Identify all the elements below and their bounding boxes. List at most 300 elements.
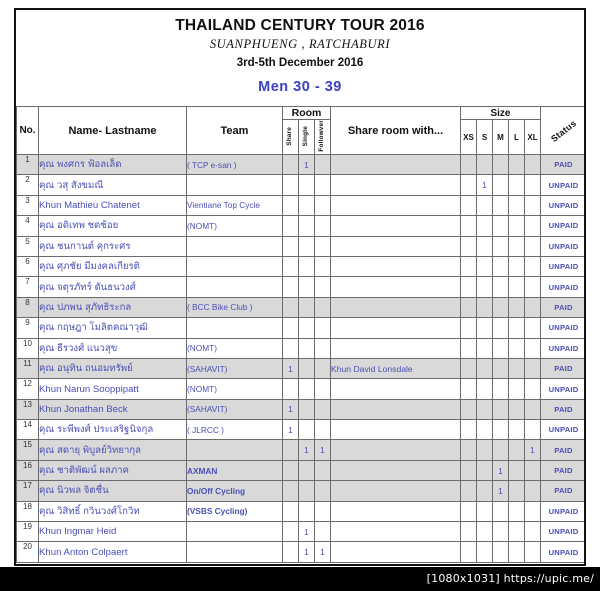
entrant-name: Khun Anton Colpaert (39, 542, 187, 562)
size-m-mark: 1 (493, 481, 509, 501)
entrant-team (187, 236, 283, 256)
col-header-size-s: S (477, 120, 493, 155)
entrant-team (187, 440, 283, 460)
room-single-mark (299, 399, 315, 419)
size-xs-mark (461, 399, 477, 419)
size-l-mark (509, 297, 525, 317)
size-m-mark (493, 155, 509, 175)
row-number: 7 (17, 277, 39, 297)
share-room-with (331, 481, 461, 501)
entrant-name: คุณ นิวพล จิตชื่น (39, 481, 187, 501)
share-room-with (331, 297, 461, 317)
room-followver-mark (315, 379, 331, 399)
size-l-mark (509, 256, 525, 276)
size-l-mark (509, 277, 525, 297)
size-l-mark (509, 440, 525, 460)
size-l-mark (509, 155, 525, 175)
size-m-mark (493, 542, 509, 562)
room-followver-mark (315, 175, 331, 195)
entrant-name: คุณ ชนกานต์ คุกระศร (39, 236, 187, 256)
size-xl-mark (525, 501, 541, 521)
size-xs-mark (461, 440, 477, 460)
room-single-mark (299, 195, 315, 215)
size-xs-mark (461, 256, 477, 276)
size-l-mark (509, 175, 525, 195)
size-xl-mark (525, 481, 541, 501)
size-xl-mark (525, 216, 541, 236)
size-xs-mark (461, 481, 477, 501)
size-l-mark (509, 460, 525, 480)
size-xs-mark (461, 379, 477, 399)
room-single-mark: 1 (299, 522, 315, 542)
watermark-bar (0, 567, 600, 591)
size-s-mark (477, 420, 493, 440)
table-body (17, 155, 587, 563)
size-xs-mark (461, 338, 477, 358)
room-share-mark (283, 236, 299, 256)
size-xl-mark (525, 195, 541, 215)
size-l-mark (509, 522, 525, 542)
room-share-mark (283, 195, 299, 215)
size-m-mark (493, 297, 509, 317)
col-header-room-share: Share (283, 120, 299, 155)
status-badge: UNPAID (541, 195, 587, 215)
result-sheet (14, 8, 586, 566)
room-followver-mark (315, 297, 331, 317)
room-single-mark: 1 (299, 542, 315, 562)
size-s-mark (477, 399, 493, 419)
room-followver-mark (315, 338, 331, 358)
room-followver-mark (315, 522, 331, 542)
room-share-mark: 1 (283, 420, 299, 440)
room-share-mark (283, 379, 299, 399)
entrant-name: คุณ สดายุ พิบูลย์วิทยากุล (39, 440, 187, 460)
share-room-with (331, 195, 461, 215)
size-s-mark (477, 460, 493, 480)
room-single-mark (299, 481, 315, 501)
entrant-team: (NOMT) (187, 338, 283, 358)
size-m-mark (493, 440, 509, 460)
size-xl-mark (525, 155, 541, 175)
share-room-with (331, 155, 461, 175)
size-xs-mark (461, 358, 477, 378)
entrant-team (187, 318, 283, 338)
col-header-size-m: M (493, 120, 509, 155)
share-room-with (331, 420, 461, 440)
share-room-with (331, 175, 461, 195)
size-xs-mark (461, 460, 477, 480)
size-l-mark (509, 318, 525, 338)
size-s-mark (477, 542, 493, 562)
size-xs-mark (461, 277, 477, 297)
row-number: 1 (17, 155, 39, 175)
status-badge: UNPAID (541, 175, 587, 195)
size-m-mark (493, 399, 509, 419)
size-s-mark: 1 (477, 175, 493, 195)
status-badge: UNPAID (541, 501, 587, 521)
size-xl-mark (525, 420, 541, 440)
size-xl-mark (525, 338, 541, 358)
size-m-mark (493, 318, 509, 338)
share-room-with (331, 399, 461, 419)
room-share-mark (283, 481, 299, 501)
col-header-size-xl: XL (525, 120, 541, 155)
size-l-mark (509, 195, 525, 215)
size-xl-mark (525, 277, 541, 297)
size-xl-mark (525, 358, 541, 378)
share-room-with: Khun David Lonsdale (331, 358, 461, 378)
size-xl-mark (525, 318, 541, 338)
table-row[interactable] (17, 256, 587, 276)
size-xs-mark (461, 216, 477, 236)
room-followver-mark (315, 216, 331, 236)
size-m-mark (493, 216, 509, 236)
size-l-mark (509, 379, 525, 399)
room-followver-mark (315, 256, 331, 276)
size-l-mark (509, 358, 525, 378)
table-row[interactable] (17, 522, 587, 542)
title-block (16, 10, 584, 95)
size-s-mark (477, 481, 493, 501)
size-s-mark (477, 501, 493, 521)
status-badge: PAID (541, 297, 587, 317)
row-number: 18 (17, 501, 39, 521)
watermark-text: [1080x1031] https://upic.me/ (426, 572, 594, 585)
size-xs-mark (461, 501, 477, 521)
status-badge: UNPAID (541, 318, 587, 338)
size-m-mark (493, 420, 509, 440)
share-room-with (331, 338, 461, 358)
entrant-team: (SAHAVIT) (187, 358, 283, 378)
size-m-mark (493, 379, 509, 399)
share-room-with (331, 522, 461, 542)
room-followver-mark (315, 481, 331, 501)
size-xs-mark (461, 522, 477, 542)
size-s-mark (477, 277, 493, 297)
row-number: 20 (17, 542, 39, 562)
room-followver-mark: 1 (315, 542, 331, 562)
room-share-mark (283, 297, 299, 317)
size-l-mark (509, 501, 525, 521)
status-badge: UNPAID (541, 277, 587, 297)
row-number: 6 (17, 256, 39, 276)
room-share-mark (283, 155, 299, 175)
room-share-mark (283, 216, 299, 236)
size-xs-mark (461, 175, 477, 195)
size-xs-mark (461, 297, 477, 317)
size-m-mark (493, 277, 509, 297)
size-s-mark (477, 216, 493, 236)
room-single-mark: 1 (299, 155, 315, 175)
row-number: 12 (17, 379, 39, 399)
table-row[interactable] (17, 155, 587, 175)
entrant-team (187, 256, 283, 276)
row-number: 16 (17, 460, 39, 480)
entrant-name: คุณ ชาติพัฒน์ ผลภาค (39, 460, 187, 480)
col-header-name: Name- Lastname (39, 107, 187, 155)
entrant-table (16, 106, 586, 562)
entrant-team: On/Off Cycling (187, 481, 283, 501)
room-followver-mark (315, 155, 331, 175)
room-followver-mark (315, 277, 331, 297)
table-row[interactable] (17, 440, 587, 460)
table-row[interactable] (17, 175, 587, 195)
row-number: 14 (17, 420, 39, 440)
table-row[interactable] (17, 277, 587, 297)
entrant-team (187, 175, 283, 195)
size-xl-mark: 1 (525, 440, 541, 460)
size-s-mark (477, 195, 493, 215)
table-row[interactable] (17, 481, 587, 501)
size-xs-mark (461, 195, 477, 215)
size-s-mark (477, 297, 493, 317)
row-number: 9 (17, 318, 39, 338)
status-badge: UNPAID (541, 256, 587, 276)
size-l-mark (509, 420, 525, 440)
table-row[interactable] (17, 358, 587, 378)
table-row[interactable] (17, 236, 587, 256)
room-single-mark (299, 358, 315, 378)
size-xl-mark (525, 256, 541, 276)
room-followver-mark (315, 195, 331, 215)
size-xs-mark (461, 236, 477, 256)
room-single-mark (299, 379, 315, 399)
entrant-name: คุณ พงศกร ฟ้อลเล็ด (39, 155, 187, 175)
size-xs-mark (461, 155, 477, 175)
entrant-name: คุณ วิสิทธิ์ กวินวงศ์โกวิท (39, 501, 187, 521)
share-room-with (331, 379, 461, 399)
room-single-mark (299, 338, 315, 358)
room-share-mark (283, 338, 299, 358)
row-number: 17 (17, 481, 39, 501)
col-header-room-single: Single (299, 120, 315, 155)
size-s-mark (477, 256, 493, 276)
size-s-mark (477, 358, 493, 378)
row-number: 5 (17, 236, 39, 256)
row-number: 3 (17, 195, 39, 215)
size-s-mark (477, 318, 493, 338)
size-xl-mark (525, 522, 541, 542)
status-badge: PAID (541, 440, 587, 460)
size-xl-mark (525, 460, 541, 480)
row-number: 11 (17, 358, 39, 378)
entrant-team: Vientiane Top Cycle (187, 195, 283, 215)
size-s-mark (477, 440, 493, 460)
row-number: 13 (17, 399, 39, 419)
col-header-status (541, 107, 587, 155)
size-xl-mark (525, 379, 541, 399)
share-room-with (331, 216, 461, 236)
room-single-mark (299, 175, 315, 195)
entrant-name: Khun Jonathan Beck (39, 399, 187, 419)
entrant-name: คุณ ระพีพงศ์ ประเสริฐนิจกุล (39, 420, 187, 440)
room-single-mark (299, 318, 315, 338)
table-row[interactable] (17, 501, 587, 521)
size-s-mark (477, 236, 493, 256)
size-xs-mark (461, 420, 477, 440)
room-single-mark (299, 420, 315, 440)
col-header-share-room-with: Share room with... (331, 107, 461, 155)
room-followver-mark (315, 236, 331, 256)
size-m-mark (493, 256, 509, 276)
room-share-mark: 1 (283, 358, 299, 378)
table-row[interactable] (17, 420, 587, 440)
size-xl-mark (525, 297, 541, 317)
entrant-name: คุณ อดิเทพ ชดช้อย (39, 216, 187, 236)
size-l-mark (509, 542, 525, 562)
row-number: 4 (17, 216, 39, 236)
size-xl-mark (525, 175, 541, 195)
room-followver-mark (315, 420, 331, 440)
room-single-mark (299, 216, 315, 236)
room-followver-mark (315, 358, 331, 378)
entrant-name: คุณ กฤษฎา โมลิตคณาวุฒิ (39, 318, 187, 338)
status-badge: PAID (541, 481, 587, 501)
entrant-name: Khun Narun Sooppipatt (39, 379, 187, 399)
table-head (17, 107, 587, 155)
table-row[interactable] (17, 297, 587, 317)
share-room-with (331, 256, 461, 276)
size-m-mark (493, 175, 509, 195)
share-room-with (331, 440, 461, 460)
size-l-mark (509, 481, 525, 501)
size-m-mark (493, 195, 509, 215)
entrant-team: ( BCC Bike Club ) (187, 297, 283, 317)
room-share-mark (283, 175, 299, 195)
entrant-team: ( TCP e-san ) (187, 155, 283, 175)
room-followver-mark: 1 (315, 440, 331, 460)
room-share-mark (283, 277, 299, 297)
entrant-team (187, 277, 283, 297)
entrant-team: (NOMT) (187, 216, 283, 236)
room-share-mark (283, 256, 299, 276)
status-badge: PAID (541, 460, 587, 480)
size-xl-mark (525, 236, 541, 256)
share-room-with (331, 277, 461, 297)
size-m-mark (493, 358, 509, 378)
size-l-mark (509, 399, 525, 419)
room-followver-mark (315, 318, 331, 338)
entrant-name: Khun Ingmar Heid (39, 522, 187, 542)
room-followver-mark (315, 460, 331, 480)
status-badge: PAID (541, 399, 587, 419)
page-title: THAILAND CENTURY TOUR 2016 (175, 17, 425, 34)
entrant-team: (VSBS Cycling) (187, 501, 283, 521)
share-room-with (331, 501, 461, 521)
share-room-with (331, 236, 461, 256)
status-badge: UNPAID (541, 522, 587, 542)
page-subtitle-date: 3rd-5th December 2016 (236, 57, 364, 70)
status-badge: UNPAID (541, 236, 587, 256)
entrant-name: คุณ ศุภชัย มีมงคลเกียรติ (39, 256, 187, 276)
table-row[interactable] (17, 399, 587, 419)
col-header-size: Size (461, 107, 541, 120)
room-single-mark (299, 297, 315, 317)
room-single-mark (299, 236, 315, 256)
row-number: 8 (17, 297, 39, 317)
table-row[interactable] (17, 338, 587, 358)
room-share-mark (283, 542, 299, 562)
entrant-team (187, 522, 283, 542)
share-room-with (331, 318, 461, 338)
entrant-team: ( JLRCC ) (187, 420, 283, 440)
header-row-top (17, 107, 587, 120)
size-xs-mark (461, 318, 477, 338)
col-header-team: Team (187, 107, 283, 155)
room-followver-mark (315, 399, 331, 419)
entrant-name: คุณ วสุ สังขมณี (39, 175, 187, 195)
table-row[interactable] (17, 216, 587, 236)
col-header-size-l: L (509, 120, 525, 155)
entrant-team: (SAHAVIT) (187, 399, 283, 419)
entrant-team (187, 542, 283, 562)
row-number: 10 (17, 338, 39, 358)
room-share-mark: 1 (283, 399, 299, 419)
room-share-mark (283, 460, 299, 480)
room-share-mark (283, 522, 299, 542)
status-badge: UNPAID (541, 420, 587, 440)
size-m-mark (493, 338, 509, 358)
size-s-mark (477, 379, 493, 399)
page-subtitle-location: SUANPHUENG , RATCHABURI (209, 37, 391, 52)
row-number: 19 (17, 522, 39, 542)
entrant-team: (NOMT) (187, 379, 283, 399)
entrant-name: คุณ ปภพน สุภัทธิระกล (39, 297, 187, 317)
room-share-mark (283, 440, 299, 460)
share-room-with (331, 460, 461, 480)
table-row[interactable] (17, 379, 587, 399)
size-xl-mark (525, 399, 541, 419)
size-s-mark (477, 522, 493, 542)
row-number: 15 (17, 440, 39, 460)
size-s-mark (477, 338, 493, 358)
size-m-mark (493, 522, 509, 542)
table-row[interactable] (17, 542, 587, 562)
room-share-mark (283, 318, 299, 338)
room-single-mark: 1 (299, 440, 315, 460)
status-badge: PAID (541, 155, 587, 175)
entrant-name: คุณ อนุทิน ถนอมทรัพย์ (39, 358, 187, 378)
size-m-mark (493, 501, 509, 521)
status-badge: UNPAID (541, 542, 587, 562)
status-badge: PAID (541, 358, 587, 378)
room-share-mark (283, 501, 299, 521)
room-single-mark (299, 277, 315, 297)
size-m-mark: 1 (493, 460, 509, 480)
table-row[interactable] (17, 460, 587, 480)
entrant-name: คุณ ธีรวงศ์ แนวสุข (39, 338, 187, 358)
col-header-no: No. (17, 107, 39, 155)
table-row[interactable] (17, 195, 587, 215)
status-badge: UNPAID (541, 338, 587, 358)
size-m-mark (493, 236, 509, 256)
col-header-room: Room (283, 107, 331, 120)
category-heading: Men 30 - 39 (258, 79, 342, 96)
entrant-name: คุณ จตุรภัทร์ ตันธนวงศ์ (39, 277, 187, 297)
entrant-team: AXMAN (187, 460, 283, 480)
status-badge: UNPAID (541, 216, 587, 236)
room-single-mark (299, 501, 315, 521)
size-xl-mark (525, 542, 541, 562)
col-header-status-label: Status (548, 117, 579, 144)
col-header-size-xs: XS (461, 120, 477, 155)
col-header-room-followver: Followver (315, 120, 331, 155)
share-room-with (331, 542, 461, 562)
table-row[interactable] (17, 318, 587, 338)
size-xs-mark (461, 542, 477, 562)
room-single-mark (299, 460, 315, 480)
entrant-name: Khun Mathieu Chatenet (39, 195, 187, 215)
